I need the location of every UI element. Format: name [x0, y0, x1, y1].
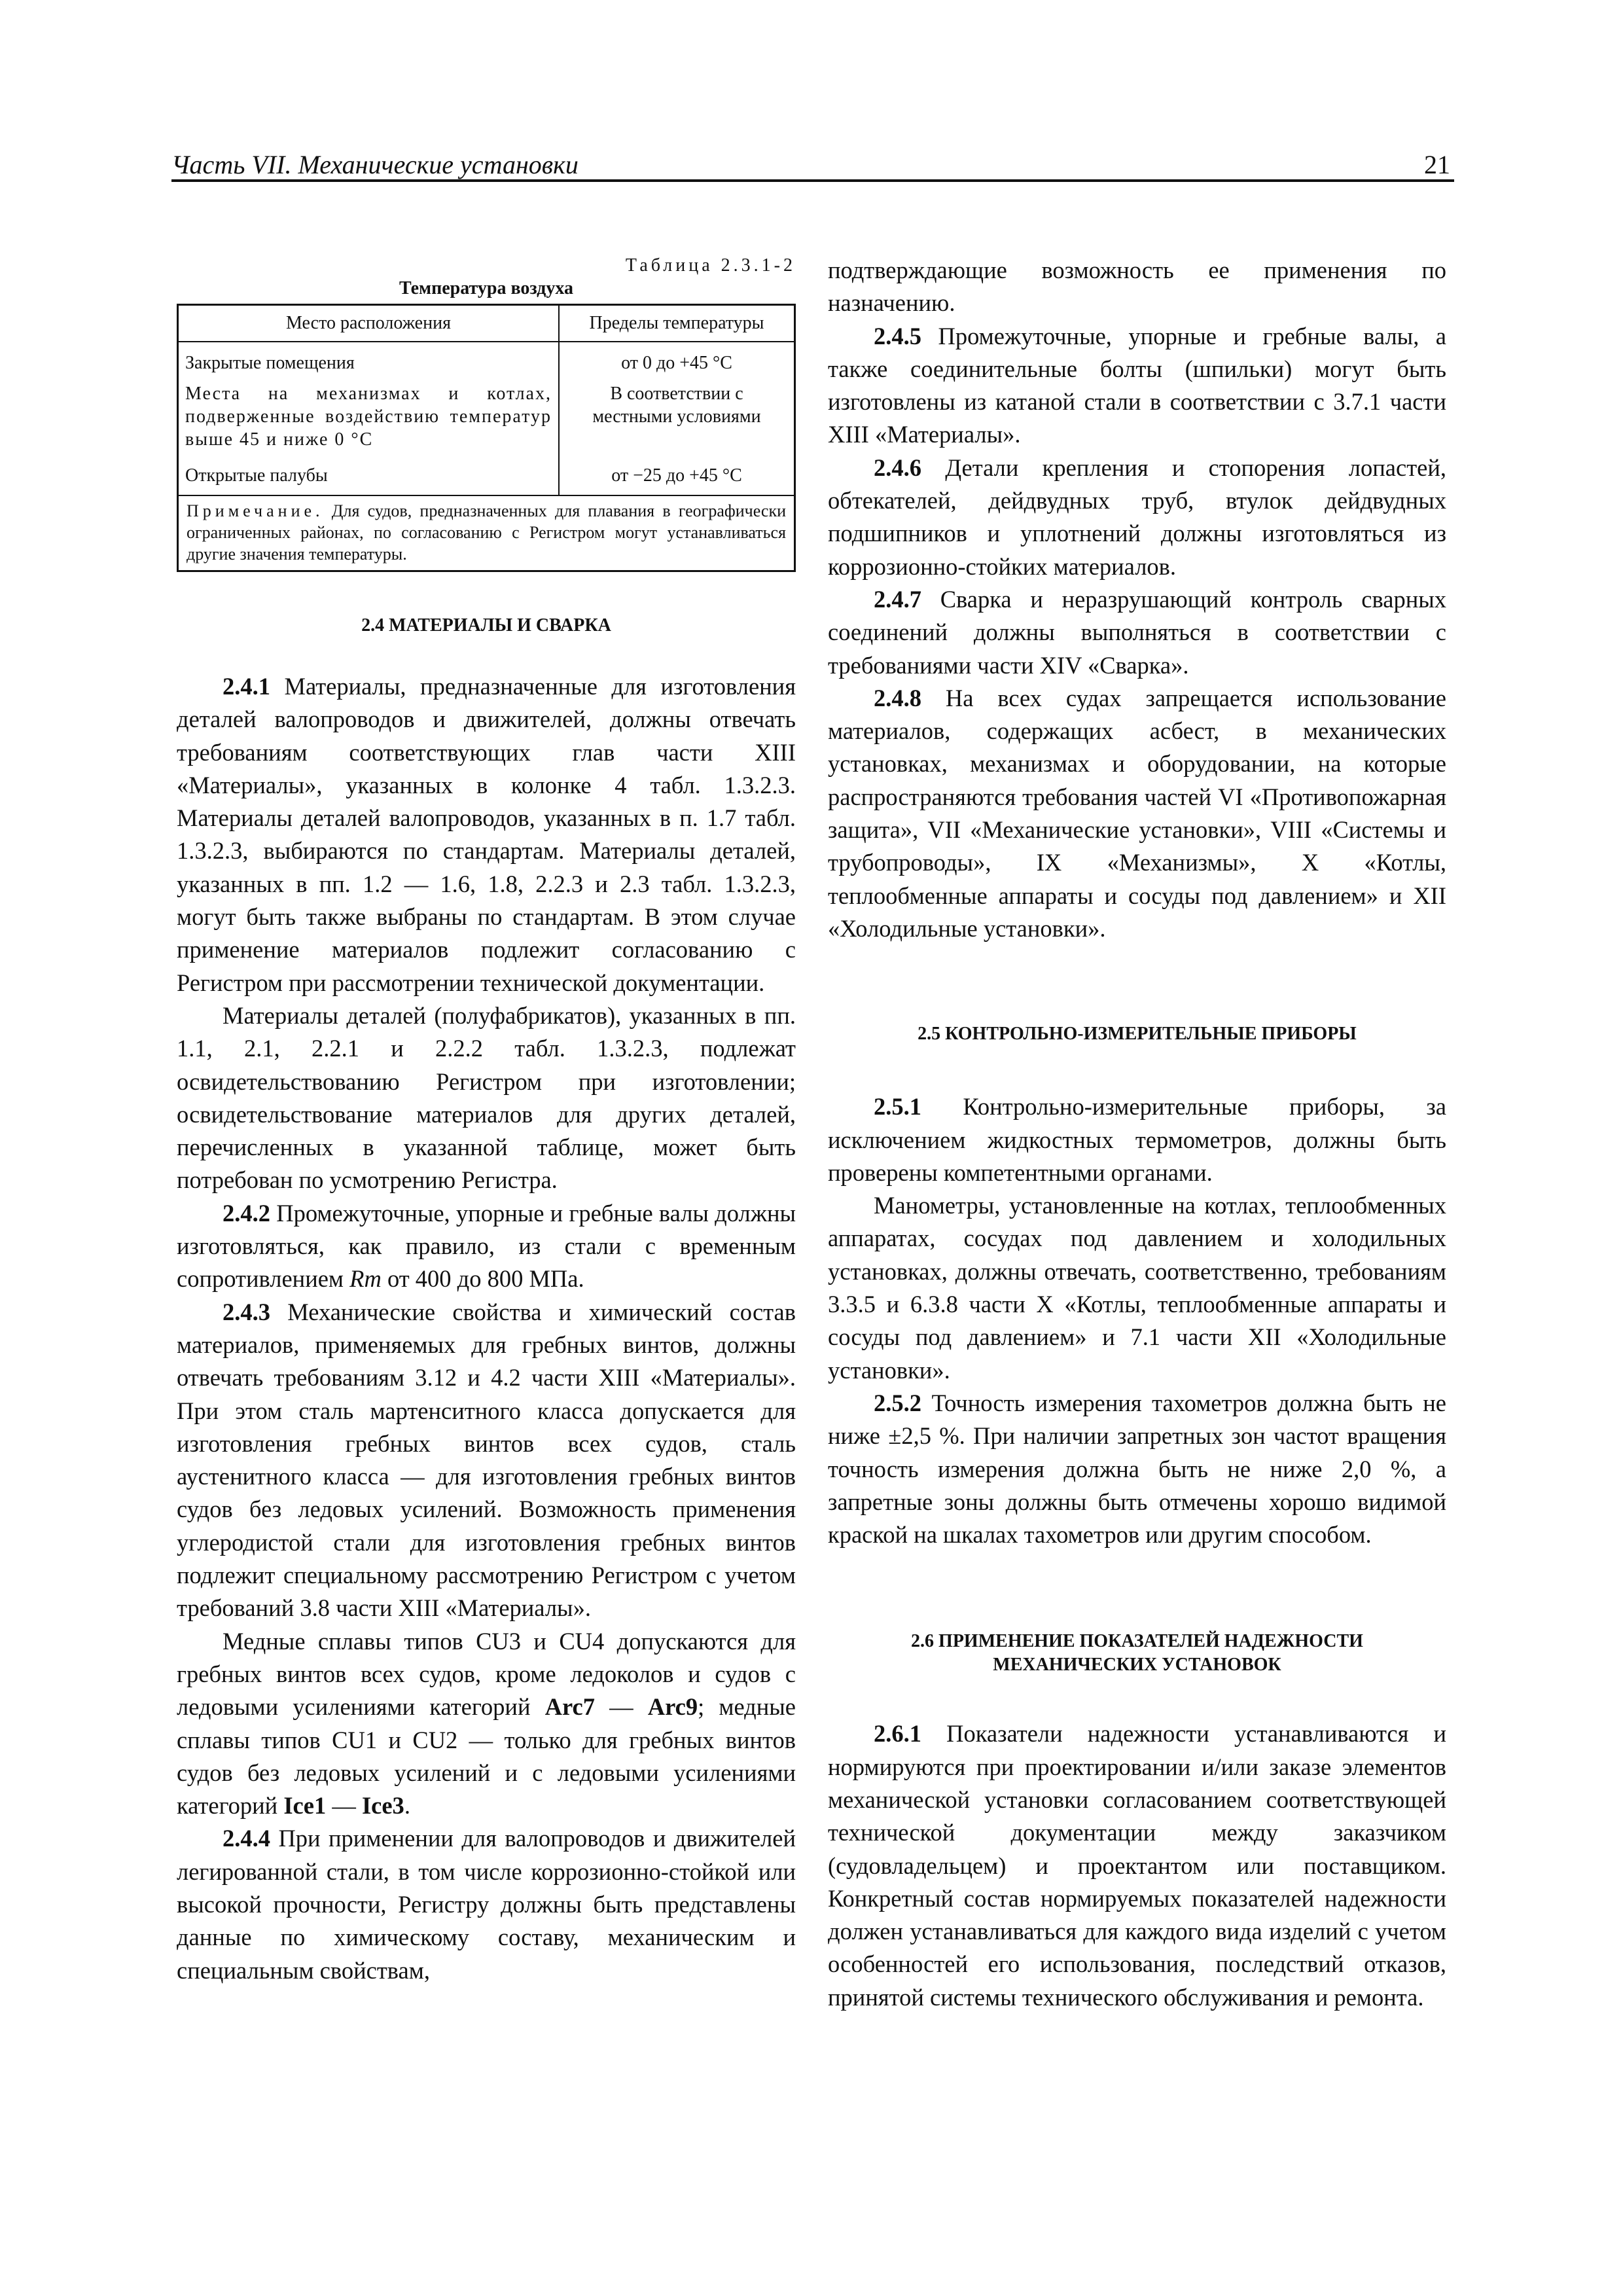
table-row: [178, 454, 795, 495]
table-row: [178, 377, 795, 454]
paragraph-text: Показатели надежности устанавливаются и нормируются при проектировании и/или заказе элементов механической установки согласованием соответствующей технической документации между заказчиком (судовладельцем) и проектантом или поставщиком. Конкретный состав нормируемых показателей надежности должен устанавливаться для каждого вида изделий с учетом особенностей его использования, последствий отказов, принятой системы технического обслуживания и ремонта.: [828, 1720, 1447, 2011]
section-2-5-title: 2.5 КОНТРОЛЬНО-ИЗМЕРИТЕЛЬНЫЕ ПРИБОРЫ: [918, 1024, 1357, 1045]
table-cell-limits: В соответствии с местными условиями: [592, 384, 761, 427]
clause-number: 2.4.7: [874, 585, 921, 613]
paragraph-2-4-5: [828, 320, 1446, 452]
paragraph-2-6-1: [828, 1717, 1446, 2014]
paragraph-text: Промежуточные, упорные и гребные валы, а также соединительные болты (шпильки) могут быть изготовлены из катаной стали в соответствии с 3.7.1 части XIII «Материалы».: [828, 322, 1446, 448]
clause-number: 2.4.2: [223, 1199, 270, 1227]
clause-number: 2.5.1: [874, 1093, 921, 1121]
section-2-6-title: [828, 1630, 1446, 1677]
paragraph-2-4-1-b: Материалы деталей (полуфабрикатов), указанных в пп. 1.1, 2.1, 2.2.1 и 2.2.2 табл. 1.3.2.3, подлежат освидетельствованию Регистром при изготовлении; освидетельствование материалов для других деталей, перечисленных в указанной таблице, может быть потребован по усмотрению Регистра.: [177, 1001, 796, 1194]
ice-class-arc7: Arc7: [544, 1693, 595, 1721]
paragraph-text: Медные сплавы типов CU3 и CU4 допускаются для гребных винтов всех судов, кроме ледоколов и судов с ледовыми усилениями категорий: [177, 1627, 796, 1721]
paragraph-2-4-1: [177, 670, 796, 999]
page-number: 21: [1424, 150, 1450, 179]
paragraph-text: ; медные сплавы типов CU1 и CU2 — только для гребных винтов судов без ледовых усилений и с ледовыми усилениями категорий: [177, 1693, 796, 1820]
air-temperature-table: [177, 304, 796, 572]
left-column: [177, 254, 796, 1987]
clause-number: 2.4.1: [223, 673, 270, 700]
table-row: [178, 342, 795, 377]
table-header-limits: Пределы температуры: [559, 305, 795, 342]
header-title: Часть VII. Механические установки: [171, 150, 579, 179]
paragraph-2-4-3-b: [177, 1625, 796, 1823]
table-cell-limits: от −25 до +45 °С: [611, 465, 742, 486]
table-header-location: Место расположения: [178, 305, 560, 342]
table-cell-location: Открытые палубы: [178, 454, 560, 495]
paragraph-text: Детали крепления и стопорения лопастей, обтекателей, дейдвудных труб, втулок дейдвудных подшипников и уплотнений должны изготовляться из коррозионно-стойких материалов.: [828, 454, 1447, 580]
paragraph-2-4-3: [177, 1296, 796, 1625]
dash: —: [609, 1693, 633, 1721]
table-caption: Таблица 2.3.1-2: [625, 255, 796, 276]
paragraph-2-4-4: [177, 1822, 796, 1986]
paragraph-text: от 400 до 800 МПа.: [387, 1265, 584, 1293]
paragraph-text: Промежуточные, упорные и гребные валы должны изготовляться, как правило, из стали с временным сопротивлением: [177, 1199, 796, 1293]
right-column: [828, 254, 1446, 2014]
paragraph-2-5-2: [828, 1387, 1446, 1551]
paragraph-2-4-8: [828, 682, 1446, 945]
table-note-text: Для судов, предназначенных для плавания в географически ограниченных районах, по согласованию с Регистром могут устанавливаться другие значения температуры.: [187, 501, 786, 564]
ice-class-ice3: Ice3: [361, 1792, 404, 1820]
running-header: [171, 145, 1454, 182]
paragraph-continuation: подтверждающие возможность ее применения по назначению.: [828, 257, 1446, 317]
paragraph-text: Точность измерения тахометров должна быть не ниже ±2,5 %. При наличии запретных зон частот вращения точность измерения должна быть не ниже 2,0 %, а запретные зоны должны быть отмечены хорошо видимой краской на шкалах тахометров или другим способом.: [828, 1389, 1446, 1549]
table-note-label: Примечание.: [187, 501, 324, 520]
paragraph-2-4-2: [177, 1197, 796, 1296]
clause-number: 2.4.3: [223, 1298, 270, 1325]
section-2-6-title-line-1: 2.6 ПРИМЕНЕНИЕ ПОКАЗАТЕЛЕЙ НАДЕЖНОСТИ: [911, 1631, 1363, 1652]
ice-class-arc9: Arc9: [647, 1693, 698, 1721]
section-2-4-title: 2.4 МАТЕРИАЛЫ И СВАРКА: [361, 615, 611, 636]
clause-number: 2.4.8: [874, 684, 921, 711]
table-cell-location: Закрытые помещения: [178, 342, 560, 377]
table-cell-location: Места на механизмах и котлах, подверженные воздействию температур выше 45 и ниже 0 °С: [178, 377, 560, 454]
paragraph-2-5-1-b: Манометры, установленные на котлах, теплообменных аппаратах, сосудах под давлением и холодильных установках, должны отвечать, соответственно, требованиям 3.3.5 и 6.3.8 части X «Котлы, теплообменные аппараты и сосуды под давлением» и 7.1 части XII «Холодильные установки».: [828, 1192, 1446, 1384]
ice-class-ice1: Ice1: [283, 1792, 327, 1820]
paragraph-2-4-6: [828, 452, 1446, 583]
paragraph-2-4-7: [828, 583, 1446, 682]
dot: .: [404, 1792, 410, 1820]
table-note: [178, 495, 795, 571]
rm-symbol: Rm: [349, 1265, 382, 1293]
paragraph-text: Сварка и неразрушающий контроль сварных соединений должны выполняться в соответствии с требованиями части XIV «Сварка».: [828, 585, 1446, 679]
paragraph-text: При применении для валопроводов и движителей легированной стали, в том числе коррозионно-стойкой или высокой прочности, Регистру должны быть представлены данные по химическому составу, механическим и специальным свойствам,: [177, 1825, 796, 1984]
clause-number: 2.5.2: [874, 1389, 921, 1416]
paragraph-text: На всех судах запрещается использование материалов, содержащих асбест, в механических установках, механизмах и оборудовании, на которые распространяются требования частей VI «Противопожарная защита», VII «Механические установки», VIII «Системы и трубопроводы», IX «Механизмы», X «Котлы, теплообменные аппараты и сосуды под давлением» и XII «Холодильные установки».: [828, 684, 1446, 942]
dash: —: [332, 1792, 356, 1820]
table-cell-limits: от 0 до +45 °С: [621, 353, 732, 373]
clause-number: 2.4.6: [874, 454, 921, 481]
section-2-6-title-line-2: МЕХАНИЧЕСКИХ УСТАНОВОК: [993, 1655, 1281, 1676]
clause-number: 2.4.5: [874, 322, 921, 350]
paragraph-2-5-1: [828, 1090, 1446, 1189]
paragraph-text: Материалы, предназначенные для изготовления деталей валопроводов и движителей, должны отвечать требованиям соответствующих глав части XIII «Материалы», указанных в колонке 4 табл. 1.3.2.3. Материалы деталей валопроводов, указанных в п. 1.7 табл. 1.3.2.3, выбираются по стандартам. Материалы деталей, указанных в пп. 1.2 — 1.6, 1.8, 2.2.3 и 2.3 табл. 1.3.2.3, могут быть также выбраны по стандартам. В этом случае применение материалов подлежит согласованию с Регистром при рассмотрении технической документации.: [177, 673, 796, 996]
clause-number: 2.6.1: [874, 1720, 921, 1748]
paragraph-text: Контрольно-измерительные приборы, за исключением жидкостных термометров, должны быть проверены компетентными органами.: [828, 1093, 1446, 1186]
paragraph-text: Механические свойства и химический состав материалов, применяемых для гребных винтов, должны отвечать требованиям 3.12 и 4.2 части XIII «Материалы». При этом сталь мартенситного класса допускается для изготовления гребных винтов всех судов, сталь аустенитного класса — для изготовления гребных винтов судов без ледовых усилений. Возможность применения углеродистой стали для изготовления гребных винтов подлежит специальному рассмотрению Регистром с учетом требований 3.8 части XIII «Материалы».: [177, 1298, 796, 1622]
table-title: Температура воздуха: [399, 278, 573, 298]
clause-number: 2.4.4: [223, 1825, 270, 1852]
